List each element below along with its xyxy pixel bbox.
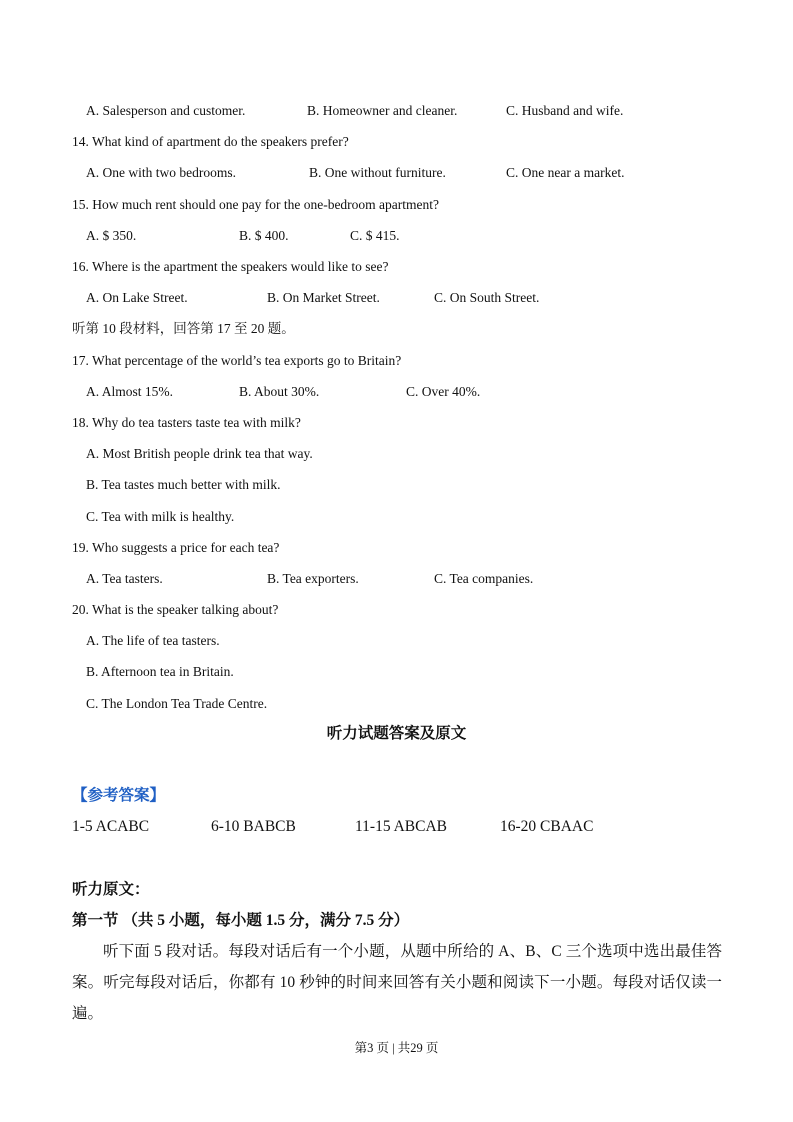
option-b: B. Tea tastes much better with milk. <box>86 477 281 492</box>
question-17-stem: 17. What percentage of the world’s tea exports go to Britain? <box>72 353 402 368</box>
option-b: B. Tea exporters. <box>267 571 359 586</box>
option-c: C. One near a market. <box>506 165 625 180</box>
option-a: A. Most British people drink tea that way. <box>86 446 313 461</box>
option-c: C. Over 40%. <box>406 384 481 399</box>
question-20-stem: 20. What is the speaker talking about? <box>72 602 279 617</box>
answers-heading: 听力试题答案及原文 <box>326 725 467 742</box>
option-c: C. Husband and wife. <box>506 103 624 118</box>
option-a: A. $ 350. <box>86 228 137 243</box>
question-16-stem: 16. Where is the apartment the speakers would like to see? <box>72 259 389 274</box>
option-b: B. About 30%. <box>239 384 320 399</box>
option-a: A. One with two bedrooms. <box>86 165 236 180</box>
answer-group: 6-10 BABCB <box>211 818 296 835</box>
answer-group: 1-5 ACABC <box>72 818 150 835</box>
question-18-stem: 18. Why do tea tasters taste tea with milk? <box>72 415 301 430</box>
answer-group: 16-20 CBAAC <box>500 818 594 835</box>
option-a: A. Tea tasters. <box>86 571 163 586</box>
question-15-stem: 15. How much rent should one pay for the one-bedroom apartment? <box>72 197 440 212</box>
page-footer: 第3 页 | 共29 页 <box>354 1041 439 1055</box>
question-14-stem: 14. What kind of apartment do the speakers prefer? <box>72 134 349 149</box>
option-a: A. Salesperson and customer. <box>86 103 246 118</box>
question-19-stem: 19. Who suggests a price for each tea? <box>72 540 280 555</box>
transcript-label: 听力原文： <box>72 881 150 898</box>
option-c: C. On South Street. <box>434 290 540 305</box>
option-a: A. The life of tea tasters. <box>86 633 220 648</box>
option-c: C. The London Tea Trade Centre. <box>86 696 268 711</box>
part-heading: 第一节 （共 5 小题，每小题 1.5 分，满分 7.5 分） <box>72 912 410 929</box>
option-a: A. On Lake Street. <box>86 290 188 305</box>
option-b: B. One without furniture. <box>309 165 446 180</box>
option-b: B. $ 400. <box>239 228 289 243</box>
option-b: B. Homeowner and cleaner. <box>307 103 458 118</box>
reference-answer-label: 【参考答案】 <box>72 787 166 804</box>
answer-group: 11-15 ABCAB <box>355 818 448 835</box>
instructions-paragraph: 听下面 5 段对话。每段对话后有一个小题，从题中所给的 A、B、C 三个选项中选出最佳答案。听完每段对话后，你都有 10 秒钟的时间来回答有关小题和阅读下一小题。每段对话仅读一遍。 <box>72 943 722 1022</box>
option-b: B. On Market Street. <box>267 290 380 305</box>
option-b: B. Afternoon tea in Britain. <box>86 664 234 679</box>
option-c: C. Tea with milk is healthy. <box>86 509 235 524</box>
option-c: C. Tea companies. <box>434 571 534 586</box>
option-a: A. Almost 15%. <box>86 384 174 399</box>
section-note: 听第 10 段材料，回答第 17 至 20 题。 <box>72 321 295 336</box>
option-c: C. $ 415. <box>350 228 400 243</box>
